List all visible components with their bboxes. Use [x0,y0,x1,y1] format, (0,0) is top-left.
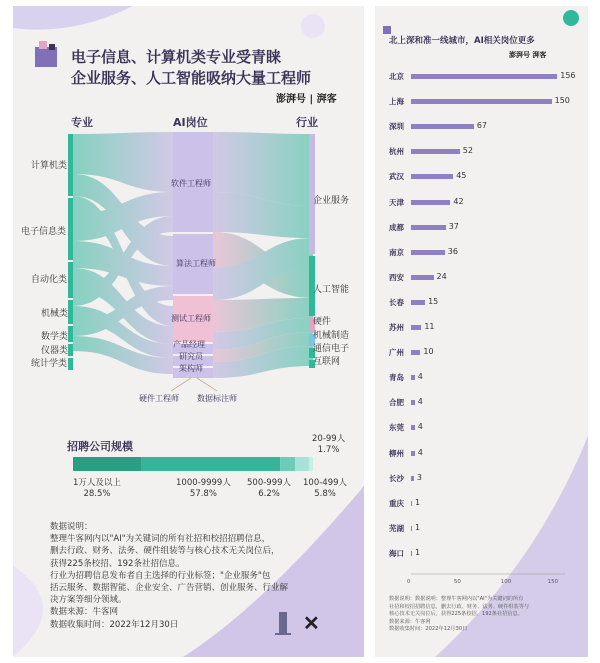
city-bar-value: 45 [456,171,467,181]
city-label: 南京 [389,247,404,257]
major-label-automation: 自动化类 [31,275,68,285]
industry-label-telecom: 通信电子 [313,344,350,354]
city-label: 北京 [389,72,404,81]
city-bar-value: 150 [554,96,570,106]
city-bar-value: 3 [416,472,422,482]
title-line-2: 企业服务、人工智能吸纳大量工程师 [71,69,312,87]
column-header-major: 专业 [71,116,93,129]
size-segment [295,457,309,471]
city-label: 杭州 [389,147,404,157]
ai-label-architect: 架构师 [179,364,203,373]
ai-label-pm: 产品经理 [173,340,205,349]
ai-label-software: 软件工程师 [171,179,211,188]
major-label-mechanical: 机械类 [41,309,69,319]
industry-label-enterprise: 企业服务 [313,196,350,206]
city-chart-title: 北上深和准一线城市，AI相关岗位更多 [389,36,535,46]
major-label-computer: 计算机类 [31,161,68,171]
city-label: 苏州 [389,323,404,332]
major-label-instrument: 仪器类 [41,346,69,356]
city-bar-value: 4 [417,372,423,382]
city-label: 上海 [389,97,404,107]
city-label: 柳州 [389,448,404,458]
city-bar-value: 15 [428,296,439,306]
industry-label-internet: 互联网 [313,357,341,367]
right-data-notes: 数据说明：数据说明：整理牛客网内以"AI"为关键词的所有 社招和校招招聘信息，删去行政、财务、法务、硬件组装等与 核心技术无关岗位后，获得225条校招、192条社招信息。 数据来源：牛客网 数据收集时间：2022年12月30日 [389,596,530,632]
city-label: 合肥 [389,398,404,408]
city-bar-value: 4 [417,397,423,407]
city-label: 广州 [389,348,404,358]
city-bar-value: 11 [424,322,435,331]
thepaper-logo-right: 澎湃号 湃客 [509,51,547,59]
column-header-industry: 行业 [296,116,318,129]
company-size-bar [73,457,333,471]
city-bar-value: 36 [447,246,458,256]
city-bar-value: 4 [417,422,423,432]
thepaper-logo: 澎湃号 | 湃客 [276,94,337,105]
city-bar-value: 156 [560,71,576,80]
x-tick-label: 150 [547,579,559,585]
city-label: 深圳 [389,122,404,132]
city-bar-value: 67 [476,121,487,131]
city-bar-value: 10 [423,347,434,357]
industry-label-ai: 人工智能 [313,285,350,295]
city-bar-value: 42 [453,196,464,206]
city-bar-value: 24 [436,271,447,281]
city-label: 青岛 [389,373,404,383]
city-bar-value: 1 [414,522,421,532]
company-size-title: 招聘公司规模 [67,440,133,453]
city-bar-value: 1 [414,497,421,507]
major-label-statistics: 统计学类 [31,359,68,369]
size-segment [309,457,313,471]
city-bar-value: 4 [417,447,423,457]
city-label: 海口 [389,548,404,558]
city-bar-value: 52 [462,146,473,156]
x-tick-label: 100 [500,579,512,585]
x-tick-label: 0 [407,579,411,585]
city-label: 长沙 [389,473,404,483]
size-label-100-499: 100-499人 5.8% [303,478,348,499]
city-label: 成都 [389,222,404,232]
title-line-1: 电子信息、计算机类专业受青睐 [71,48,282,66]
size-segment [73,457,141,471]
ai-label-algorithm: 算法工程师 [176,259,216,268]
city-label: 武汉 [389,172,404,182]
size-label-10000plus: 1万人及以上 28.5% [73,478,121,499]
ai-label-annotator: 数据标注师 [197,394,237,403]
industry-label-machinery: 机械制造 [313,331,350,341]
data-notes: 数据说明： 整理牛客网内以"AI"为关键词的所有社招和校招招聘信息， 删去行政、财务、法务、硬件组装等与核心技术无关岗位后， 获得225条校招、192条社招信息。 行业为招聘信息发布者自主选择的行业标签；"企业服务"包 括云服务、数据智能、企业安全、广告营销、创业服务、行业解 决方案等细分领域。 数据来源：牛客网 数据收集时间：2022年12月30日 [50,522,289,630]
left-infographic [13,6,364,657]
city-label: 天津 [389,197,404,207]
size-segment [280,457,295,471]
city-label: 东莞 [389,423,404,433]
city-label: 重庆 [389,498,404,508]
size-label-500-999: 500-999人 6.2% [247,478,292,499]
size-label-20-99: 20-99人 1.7% [312,434,346,455]
industry-label-hardware: 硬件 [313,317,332,327]
size-label-1000-9999: 1000-9999人 57.8% [176,478,231,499]
lighthouse-icon [273,604,353,644]
column-header-ai: AI岗位 [173,116,208,129]
city-bar-value: 37 [448,221,459,231]
ai-label-hardware: 硬件工程师 [139,394,179,403]
city-label: 长春 [389,297,404,307]
ai-label-researcher: 研究员 [179,352,203,361]
x-tick-label: 50 [453,579,461,585]
svg-text:✕: ✕ [303,611,320,635]
city-label: 西安 [389,272,404,282]
city-bar-value: 1 [414,547,421,557]
right-infographic [375,6,588,657]
major-label-math: 数学类 [41,332,69,342]
major-label-electronics: 电子信息类 [21,227,67,237]
size-segment [141,457,280,471]
city-label: 芜湖 [389,523,404,533]
ai-label-test: 测试工程师 [171,314,211,323]
